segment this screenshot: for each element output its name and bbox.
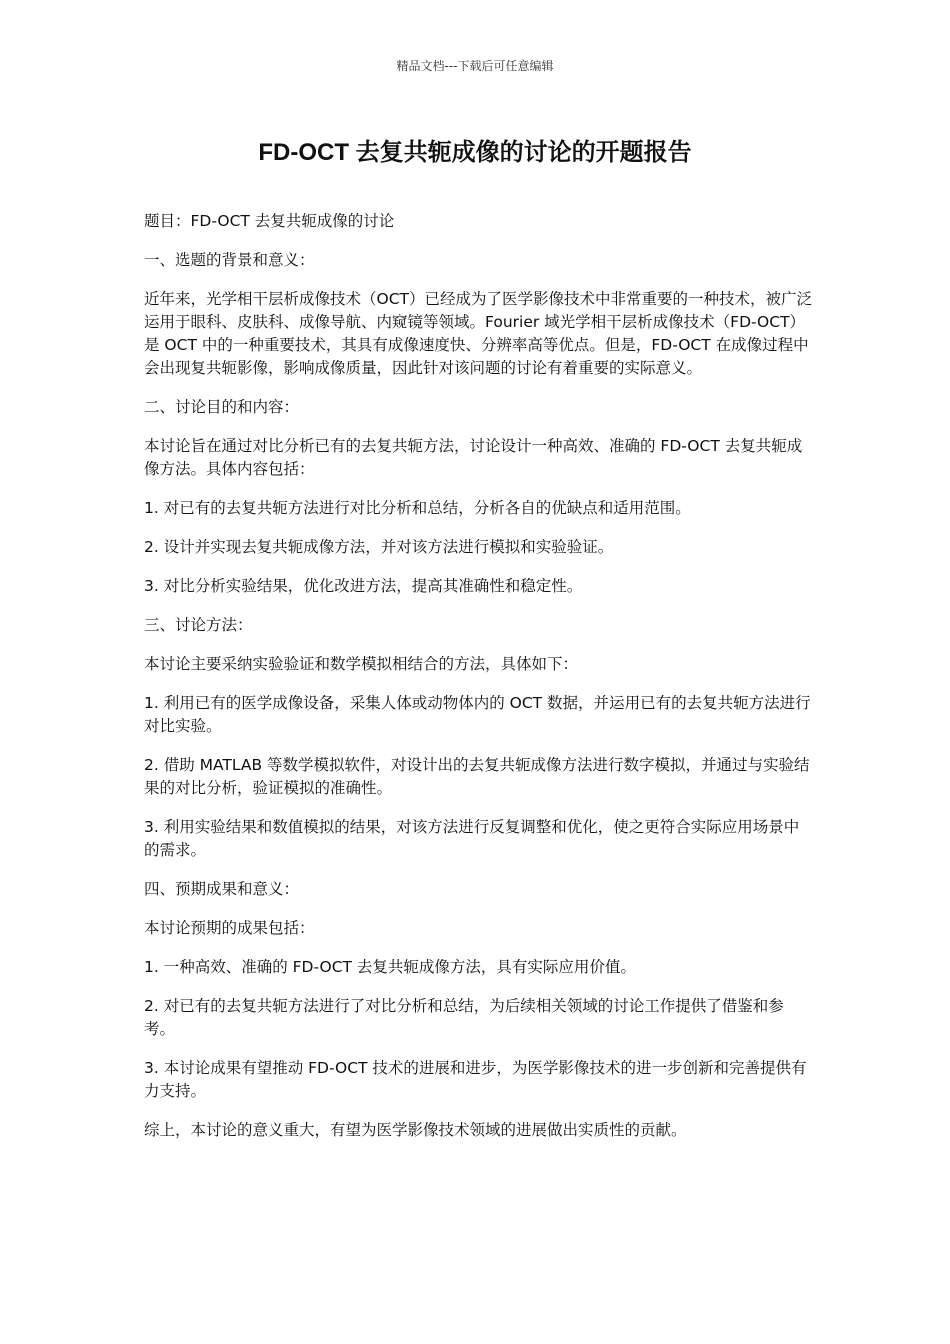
section-heading-results: 四、预期成果和意义： bbox=[144, 880, 300, 898]
paragraph-results: 本讨论预期的成果包括： bbox=[144, 919, 315, 937]
section-heading-background: 一、选题的背景和意义： bbox=[144, 251, 315, 269]
page-header-watermark: 精品文档---下载后可任意编辑 bbox=[396, 59, 554, 73]
paragraph-conclusion: 综上，本讨论的意义重大，有望为医学影像技术领域的进展做出实质性的贡献。 bbox=[144, 1121, 687, 1139]
section-heading-purpose: 二、讨论目的和内容： bbox=[144, 398, 300, 416]
paragraph-purpose: 本讨论旨在通过对比分析已有的去复共轭方法，讨论设计一种高效、准确的 FD-OCT 去复共轭成像方法。具体内容包括： bbox=[144, 437, 803, 478]
section-heading-method: 三、讨论方法： bbox=[144, 616, 253, 634]
document-title: FD-OCT 去复共轭成像的讨论的开题报告 bbox=[258, 139, 692, 166]
list-item-method-2: 2. 借助 MATLAB 等数学模拟软件，对设计出的去复共轭成像方法进行数字模拟，并通过与实验结果的对比分析，验证模拟的准确性。 bbox=[144, 756, 810, 797]
list-item-method-3: 3. 利用实验结果和数值模拟的结果，对该方法进行反复调整和优化，使之更符合实际应用场景中的需求。 bbox=[144, 818, 800, 859]
list-item-purpose-1: 1. 对已有的去复共轭方法进行对比分析和总结，分析各自的优缺点和适用范围。 bbox=[144, 499, 691, 517]
list-item-purpose-2: 2. 设计并实现去复共轭成像方法，并对该方法进行模拟和实验验证。 bbox=[144, 538, 614, 556]
list-item-results-3: 3. 本讨论成果有望推动 FD-OCT 技术的进展和进步，为医学影像技术的进一步创新和完善提供有力支持。 bbox=[144, 1059, 807, 1100]
list-item-results-2: 2. 对已有的去复共轭方法进行了对比分析和总结，为后续相关领域的讨论工作提供了借鉴和参考。 bbox=[144, 997, 784, 1038]
paragraph-method: 本讨论主要采纳实验验证和数学模拟相结合的方法，具体如下： bbox=[144, 655, 579, 673]
paragraph-background: 近年来，光学相干层析成像技术（OCT）已经成为了医学影像技术中非常重要的一种技术，被广泛运用于眼科、皮肤科、成像导航、内窥镜等领域。Fourier 域光学相干层析成像技术（FD-OCT）是 OCT 中的一种重要技术，其具有成像速度快、分辨率高等优点。但是，FD-OCT 在成像过程中会出现复共轭影像，影响成像质量，因此针对该问题的讨论有着重要的实际意义。 bbox=[144, 290, 812, 377]
list-item-method-1: 1. 利用已有的医学成像设备，采集人体或动物体内的 OCT 数据，并运用已有的去复共轭方法进行对比实验。 bbox=[144, 694, 811, 735]
list-item-results-1: 1. 一种高效、准确的 FD-OCT 去复共轭成像方法，具有实际应用价值。 bbox=[144, 958, 636, 976]
list-item-purpose-3: 3. 对比分析实验结果，优化改进方法，提高其准确性和稳定性。 bbox=[144, 577, 583, 595]
paragraph-topic: 题目：FD-OCT 去复共轭成像的讨论 bbox=[144, 212, 395, 230]
document-body bbox=[144, 210, 812, 1158]
